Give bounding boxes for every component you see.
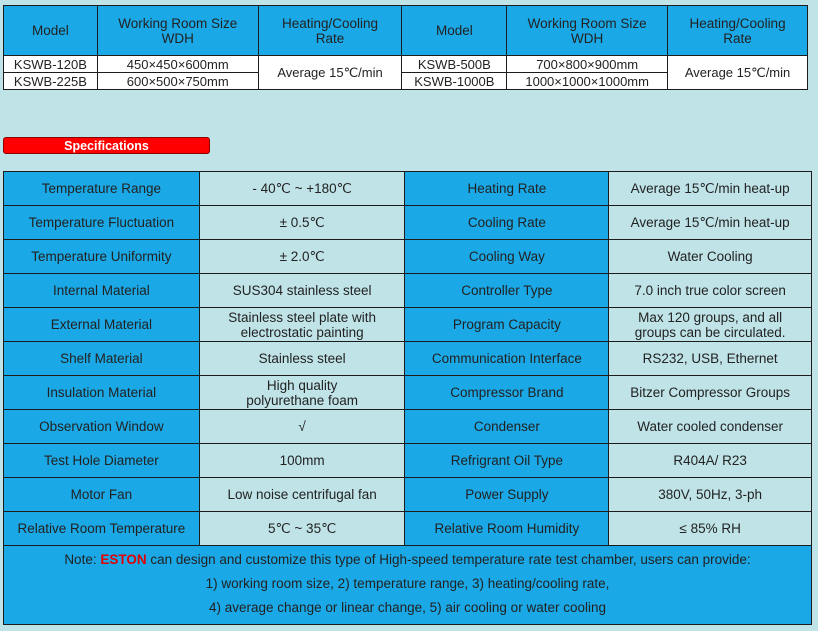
spec-row <box>4 240 812 274</box>
specifications-tab[interactable]: Specifications <box>3 137 210 154</box>
note-line-3: 4) average change or linear change, 5) air cooling or water cooling <box>209 600 606 615</box>
spec-label <box>405 512 609 546</box>
spec-row <box>4 206 812 240</box>
note-line-1: Note: ESTON can design and customize this type of High-speed temperature rate test chamber, users can provide: <box>64 552 751 567</box>
spec-label-text: Relative Room Temperature <box>17 521 186 536</box>
rate-cell: Average 15℃/min <box>258 56 402 90</box>
specifications-table <box>3 171 812 625</box>
spec-label-text: Refrigrant Oil Type <box>450 453 564 468</box>
brand-name: ESTON <box>100 552 147 567</box>
spec-label <box>4 308 200 342</box>
spec-value <box>199 274 405 308</box>
spec-label <box>4 512 200 546</box>
spec-value <box>199 444 405 478</box>
spec-value <box>199 512 405 546</box>
size-cell: 700×800×900mm <box>507 56 668 73</box>
spec-value <box>609 478 812 512</box>
spec-value <box>199 172 405 206</box>
spec-label-text: Compressor Brand <box>450 385 564 400</box>
spec-label-text: Temperature Uniformity <box>31 249 172 264</box>
spec-label-text: Condenser <box>473 419 540 434</box>
spec-value-text: Bitzer Compressor Groups <box>630 385 791 400</box>
spec-value <box>609 240 812 274</box>
spec-value <box>609 274 812 308</box>
spec-value-text: 100mm <box>279 453 325 468</box>
spec-label-text: Test Hole Diameter <box>43 453 159 468</box>
spec-label <box>4 410 200 444</box>
note-line-2: 1) working room size, 2) temperature range, 3) heating/cooling rate, <box>205 576 610 591</box>
spec-value-text: Stainless steel plate with <box>228 309 377 325</box>
spec-label-text: Controller Type <box>461 283 553 298</box>
spec-label <box>4 342 200 376</box>
spec-label <box>4 206 200 240</box>
spec-value <box>609 172 812 206</box>
spec-value <box>199 240 405 274</box>
spec-label-text: Program Capacity <box>452 317 561 332</box>
model-table <box>3 5 808 90</box>
spec-value-text: Average 15℃/min heat-up <box>630 215 790 230</box>
spec-value <box>609 206 812 240</box>
spec-label <box>4 376 200 410</box>
spec-value <box>199 308 405 342</box>
spec-label-text: Temperature Range <box>41 181 162 196</box>
spec-value-text: electrostatic painting <box>240 324 364 340</box>
rate-cell: Average 15℃/min <box>668 56 808 90</box>
spec-value-text: 7.0 inch true color screen <box>634 283 786 298</box>
spec-label-text: Power Supply <box>465 487 549 502</box>
spec-value <box>199 342 405 376</box>
spec-label <box>4 240 200 274</box>
spec-value <box>199 376 405 410</box>
spec-row <box>4 274 812 308</box>
spec-value-text: 380V, 50Hz, 3-ph <box>658 487 763 502</box>
spec-value <box>199 410 405 444</box>
spec-label <box>405 410 609 444</box>
spec-value-text: Low noise centrifugal fan <box>227 487 377 502</box>
spec-value-text: polyurethane foam <box>246 392 359 408</box>
spec-value <box>609 308 812 342</box>
spec-row <box>4 342 812 376</box>
header-heating-cooling-rate: Heating/Cooling Rate <box>668 6 808 56</box>
size-cell: 450×450×600mm <box>97 56 258 73</box>
table-row <box>4 56 808 73</box>
spec-label-text: Shelf Material <box>60 351 143 366</box>
spec-value <box>609 512 812 546</box>
spec-label <box>405 478 609 512</box>
spec-value-text: R404A/ R23 <box>673 453 747 468</box>
spec-label <box>405 274 609 308</box>
spec-value-text: Water Cooling <box>667 249 753 264</box>
spec-row <box>4 376 812 410</box>
spec-value-text: Stainless steel <box>258 351 346 366</box>
spec-value-text: - 40℃ ~ +180℃ <box>252 181 352 196</box>
spec-label-text: Internal Material <box>52 283 150 298</box>
spec-label <box>405 342 609 376</box>
spec-value-text: ≤ 85% RH <box>679 521 741 536</box>
spec-row <box>4 410 812 444</box>
spec-label <box>4 444 200 478</box>
spec-value-text: RS232, USB, Ethernet <box>642 351 778 366</box>
spec-row <box>4 478 812 512</box>
spec-label <box>4 478 200 512</box>
spec-row <box>4 444 812 478</box>
spec-label <box>4 274 200 308</box>
model-cell: KSWB-120B <box>4 56 98 73</box>
spec-label-text: Temperature Fluctuation <box>28 215 175 230</box>
spec-label <box>4 172 200 206</box>
spec-value <box>199 206 405 240</box>
spec-value <box>199 478 405 512</box>
spec-value-text: Max 120 groups, and all <box>638 309 783 325</box>
size-cell: 1000×1000×1000mm <box>507 73 668 90</box>
spec-label-text: External Material <box>50 317 153 332</box>
header-working-room-size: Working Room Size WDH <box>507 6 668 56</box>
spec-row <box>4 512 812 546</box>
model-cell: KSWB-1000B <box>402 73 507 90</box>
spec-label-text: Cooling Rate <box>467 215 546 230</box>
spec-value <box>609 376 812 410</box>
spec-value-text: ± 0.5℃ <box>279 215 325 230</box>
spec-label <box>405 376 609 410</box>
header-heating-cooling-rate: Heating/Cooling Rate <box>258 6 402 56</box>
spec-label <box>405 308 609 342</box>
spec-value-text: groups can be circulated. <box>634 324 786 340</box>
spec-label-text: Communication Interface <box>431 351 582 366</box>
note-cell <box>4 546 812 625</box>
spec-label <box>405 172 609 206</box>
spec-label <box>405 240 609 274</box>
spec-label-text: Cooling Way <box>468 249 545 264</box>
spec-row <box>4 308 812 342</box>
spec-label <box>405 444 609 478</box>
model-table-header <box>4 6 808 56</box>
spec-value-text: High quality <box>266 377 338 393</box>
spec-value-text: 5℃ ~ 35℃ <box>268 521 337 536</box>
spec-value-text: √ <box>298 419 306 434</box>
spec-label <box>405 206 609 240</box>
header-working-room-size: Working Room Size WDH <box>97 6 258 56</box>
spec-value-text: Water cooled condenser <box>637 419 784 434</box>
spec-row <box>4 172 812 206</box>
spec-label-text: Insulation Material <box>46 385 157 400</box>
spec-value <box>609 410 812 444</box>
spec-value-text: ± 2.0℃ <box>279 249 325 264</box>
spec-label-text: Motor Fan <box>70 487 133 502</box>
spec-value <box>609 444 812 478</box>
model-cell: KSWB-500B <box>402 56 507 73</box>
spec-value-text: Average 15℃/min heat-up <box>630 181 790 196</box>
size-cell: 600×500×750mm <box>97 73 258 90</box>
spec-value <box>609 342 812 376</box>
header-model: Model <box>402 6 507 56</box>
header-model: Model <box>4 6 98 56</box>
note-row <box>4 546 812 625</box>
spec-label-text: Heating Rate <box>467 181 547 196</box>
model-cell: KSWB-225B <box>4 73 98 90</box>
spec-label-text: Relative Room Humidity <box>434 521 580 536</box>
spec-label-text: Observation Window <box>39 419 164 434</box>
spec-value-text: SUS304 stainless steel <box>232 283 372 298</box>
